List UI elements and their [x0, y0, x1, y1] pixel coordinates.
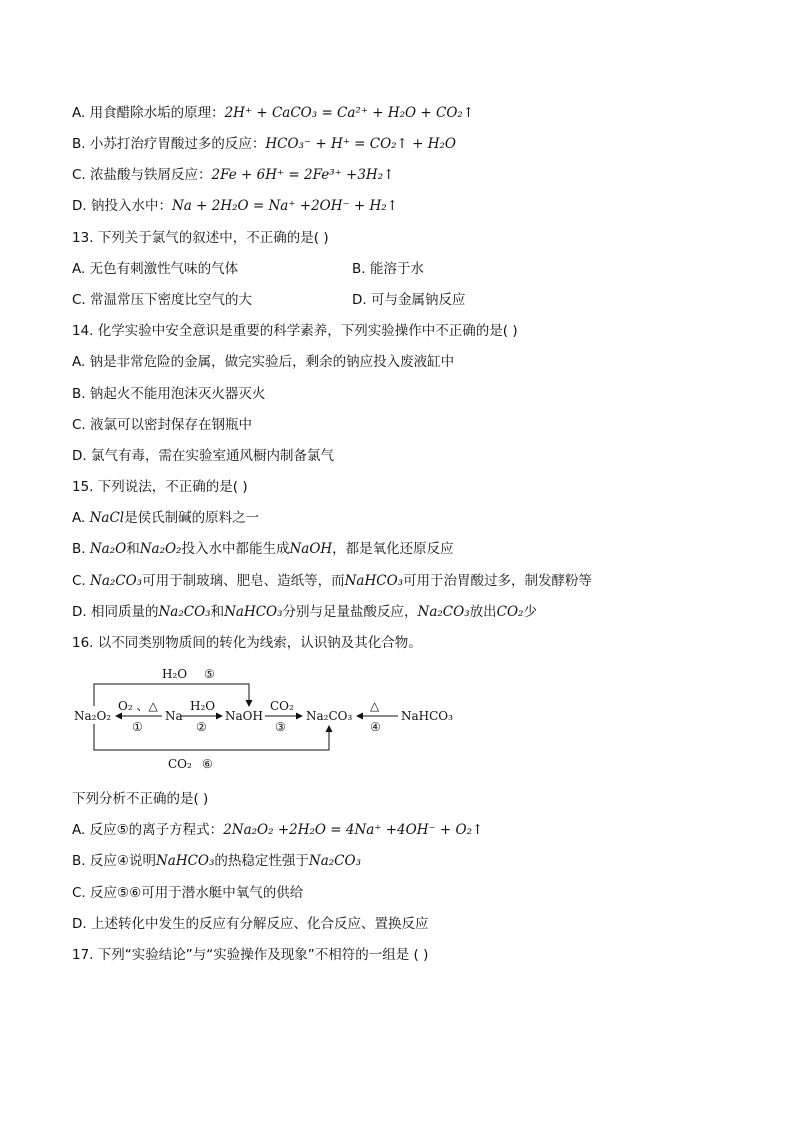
reaction-1-label: O₂ 、△ [118, 699, 158, 713]
q13-option-a: A. 无色有刺激性气味的气体 [72, 261, 239, 277]
text-run: ，都是氧化还原反应 [332, 541, 454, 557]
q16-option-a [72, 821, 483, 839]
q12-option-d [72, 197, 398, 215]
text-run: B. 反应④说明 [72, 853, 156, 869]
q13-option-b: B. 能溶于水 [352, 261, 424, 277]
text-run: 的热稳定性强于 [214, 853, 309, 869]
arrow-reaction-6 [94, 724, 329, 750]
q14-option-b: B. 钠起火不能用泡沫灭火器灭火 [72, 386, 266, 402]
q12-option-d-formula: Na + 2H₂O = Na⁺ +2OH⁻ + H₂↑ [171, 198, 399, 214]
node-nahco3: NaHCO₃ [401, 709, 453, 723]
text-run: 分别与足量盐酸反应， [282, 604, 418, 620]
text-run: A. [72, 510, 90, 526]
q12-option-a-formula: 2H⁺ + CaCO₃ = Ca²⁺ + H₂O + CO₂↑ [224, 105, 475, 121]
q14-option-c: C. 液氯可以密封保存在钢瓶中 [72, 417, 253, 433]
formula: Na₂O [89, 541, 127, 557]
text-run: 是侯氏制碱的原料之一 [124, 510, 260, 526]
formula: Na₂O₂ [139, 541, 182, 557]
formula: NaHCO₃ [344, 573, 404, 589]
reaction-4-number: ④ [370, 720, 381, 734]
node-na: Na [165, 709, 183, 723]
q16-option-d: D. 上述转化中发生的反应有分解反应、化合反应、置换反应 [72, 916, 429, 932]
reaction-3-number: ③ [275, 720, 286, 734]
text-run: A. 反应⑤的离子方程式： [72, 822, 224, 838]
q12-option-d-label: D. 钠投入水中： [72, 198, 172, 214]
reaction-5-label: H₂O [162, 667, 188, 681]
q12-option-c-formula: 2Fe + 6H⁺ = 2Fe³⁺ +3H₂↑ [211, 167, 395, 183]
q12-option-c [72, 166, 394, 184]
formula: NaOH [289, 541, 333, 557]
q15-option-b [72, 540, 454, 558]
reaction-5-number: ⑤ [204, 667, 215, 681]
reaction-1-number: ① [132, 720, 143, 734]
q12-option-a [72, 104, 474, 122]
formula: NaCl [89, 510, 125, 526]
formula: Na₂CO₃ [90, 573, 143, 589]
text-run: 可用于治胃酸过多，制发酵粉等 [403, 573, 593, 589]
q12-option-c-label: C. 浓盐酸与铁屑反应： [72, 167, 212, 183]
q14-option-d: D. 氯气有毒，需在实验室通风橱内制备氯气 [72, 448, 334, 464]
q17-stem: 17. 下列“实验结论”与“实验操作及现象”不相符的一组是 ( ) [72, 947, 429, 963]
q16-stem: 16. 以不同类别物质间的转化为线索，认识钠及其化合物。 [72, 635, 422, 651]
q16-option-b [72, 852, 361, 870]
reaction-6-number: ⑥ [202, 757, 213, 771]
q15-option-d [72, 603, 537, 621]
q12-option-b [72, 135, 456, 153]
formula: NaHCO₃ [224, 604, 283, 620]
node-na2co3: Na₂CO₃ [306, 709, 353, 723]
q13-stem: 13. 下列关于氯气的叙述中，不正确的是( ) [72, 230, 329, 246]
formula: NaHCO₃ [155, 853, 215, 869]
q12-option-b-formula: HCO₃⁻ + H⁺ = CO₂↑ + H₂O [265, 136, 457, 152]
q16-question: 下列分析不正确的是( ) [72, 791, 209, 807]
formula: Na₂CO₃ [308, 853, 361, 869]
text-run: D. 相同质量的 [72, 604, 159, 620]
reaction-6-label: CO₂ [168, 757, 192, 771]
q12-option-b-label: B. 小苏打治疗胃酸过多的反应： [72, 136, 266, 152]
sodium-conversion-diagram [72, 662, 472, 772]
text-run: 投入水中都能生成 [181, 541, 290, 557]
reaction-4-label: △ [370, 699, 380, 713]
text-run: 放出 [469, 604, 497, 620]
text-run: 和 [210, 604, 225, 620]
formula: CO₂ [496, 604, 524, 620]
q15-option-a [72, 509, 259, 527]
q14-option-a: A. 钠是非常危险的金属，做完实验后，剩余的钠应投入废液缸中 [72, 354, 455, 370]
text-run: C. [72, 573, 91, 589]
formula: 2Na₂O₂ +2H₂O = 4Na⁺ +4OH⁻ + O₂↑ [223, 822, 484, 838]
node-naoh: NaOH [225, 709, 263, 723]
text-run: 可用于制玻璃、肥皂、造纸等，而 [142, 573, 345, 589]
q13-option-d: D. 可与金属钠反应 [352, 292, 466, 308]
reaction-2-number: ② [196, 720, 207, 734]
text-run: 少 [523, 604, 537, 620]
q14-stem: 14. 化学实验中安全意识是重要的科学素养，下列实验操作中不正确的是( ) [72, 323, 518, 339]
node-na2o2: Na₂O₂ [74, 709, 112, 723]
q15-stem: 15. 下列说法，不正确的是( ) [72, 479, 248, 495]
formula: Na₂CO₃ [417, 604, 470, 620]
reaction-2-label: H₂O [190, 699, 216, 713]
reaction-3-label: CO₂ [270, 699, 294, 713]
q15-option-c [72, 572, 592, 590]
q16-option-c: C. 反应⑤⑥可用于潜水艇中氧气的供给 [72, 885, 304, 901]
text-run: 和 [126, 541, 140, 557]
text-run: B. [72, 541, 90, 557]
q13-option-c: C. 常温常压下密度比空气的大 [72, 292, 253, 308]
q12-option-a-label: A. 用食醋除水垢的原理： [72, 105, 225, 121]
formula: Na₂CO₃ [158, 604, 211, 620]
